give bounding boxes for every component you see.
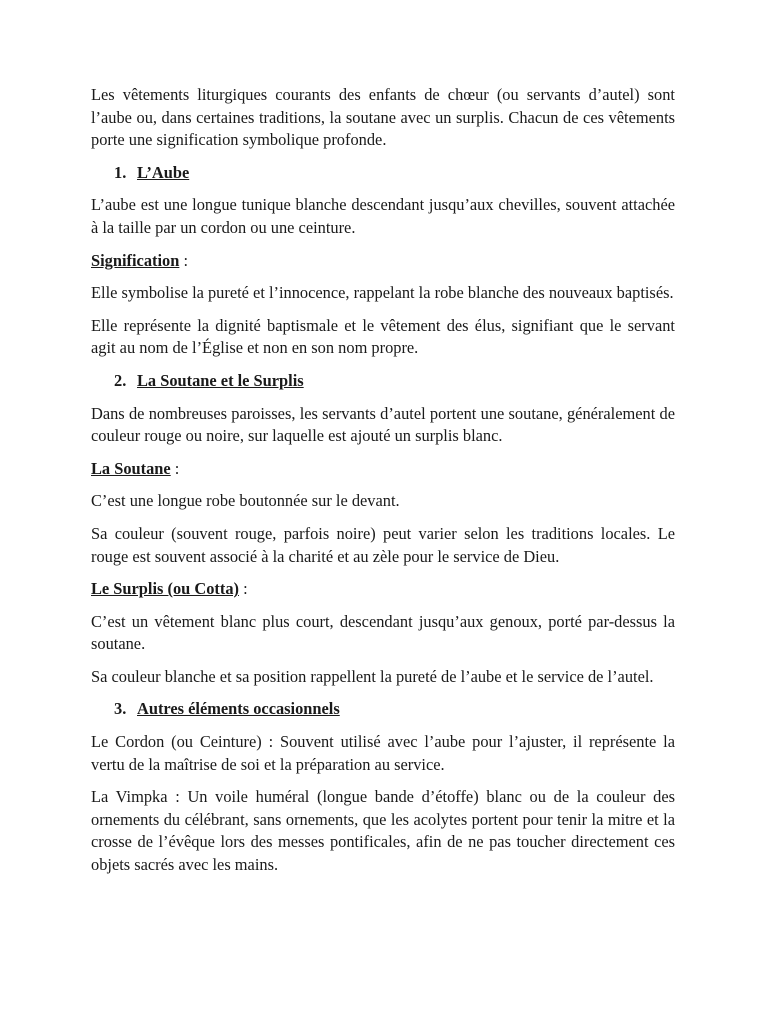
subheading-surplis xyxy=(91,578,675,601)
subheading-label: La Soutane xyxy=(91,458,171,478)
body-paragraph: Elle représente la dignité baptismale et le vêtement des élus, signifiant que le servant agit au nom de l’Église et non en son nom propre. xyxy=(91,315,675,358)
section-title: La Soutane et le Surplis xyxy=(137,370,304,390)
subheading-soutane xyxy=(91,458,675,481)
section-intro-paragraph: L’aube est une longue tunique blanche descendant jusqu’aux chevilles, souvent attachée à la taille par un cordon ou une ceinture. xyxy=(91,195,675,237)
section-number: 2. xyxy=(114,370,127,390)
subheading-suffix: : xyxy=(170,458,180,478)
section-heading-soutane-surplis xyxy=(91,370,675,393)
intro-paragraph: Les vêtements liturgiques courants des enfants de chœur (ou servants d’autel) sont l’aube ou, dans certaines traditions, la soutane avec un surplis. Chacun de ces vêtements porte une signification symbolique profonde. xyxy=(91,85,675,150)
subheading-suffix: : xyxy=(179,250,188,270)
section-heading-autres-elements xyxy=(91,698,675,721)
subheading-signification xyxy=(91,250,675,273)
subheading-suffix: : xyxy=(238,579,248,599)
subheading-label: Le Surplis (ou Cotta) xyxy=(91,579,239,599)
section-number: 1. xyxy=(114,162,127,182)
body-paragraph: La Vimpka : Un voile huméral (longue bande d’étoffe) blanc ou de la couleur des ornements du célébrant, sans ornements, que les acolytes portent pour tenir la mitre et la crosse de l’évêque lors des messes pontificales, afin de ne pas toucher directement ces objets sacrés avec les mains. xyxy=(91,787,675,875)
section-heading-aube xyxy=(91,162,675,185)
section-title: L’Aube xyxy=(137,162,190,182)
section-title: Autres éléments occasionnels xyxy=(137,699,340,719)
section-number: 3. xyxy=(114,699,127,719)
body-paragraph: Elle symbolise la pureté et l’innocence, rappelant la robe blanche des nouveaux baptisés. xyxy=(91,283,674,303)
body-paragraph: Le Cordon (ou Ceinture) : Souvent utilisé avec l’aube pour l’ajuster, il représente la vertu de la maîtrise de soi et la préparation au service. xyxy=(91,732,675,774)
body-paragraph: Sa couleur (souvent rouge, parfois noire) peut varier selon les traditions locales. Le rouge est souvent associé à la charité et au zèle pour le service de Dieu. xyxy=(91,523,675,566)
section-intro-paragraph: Dans de nombreuses paroisses, les servants d’autel portent une soutane, généralement de couleur rouge ou noire, sur laquelle est ajouté un surplis blanc. xyxy=(91,403,675,446)
body-paragraph: C’est un vêtement blanc plus court, descendant jusqu’aux genoux, porté par-dessus la soutane. xyxy=(91,611,675,654)
subheading-label: Signification xyxy=(91,250,180,270)
document-page xyxy=(91,84,675,887)
body-paragraph: Sa couleur blanche et sa position rappellent la pureté de l’aube et le service de l’autel. xyxy=(91,666,654,686)
body-paragraph: C’est une longue robe boutonnée sur le devant. xyxy=(91,491,400,511)
